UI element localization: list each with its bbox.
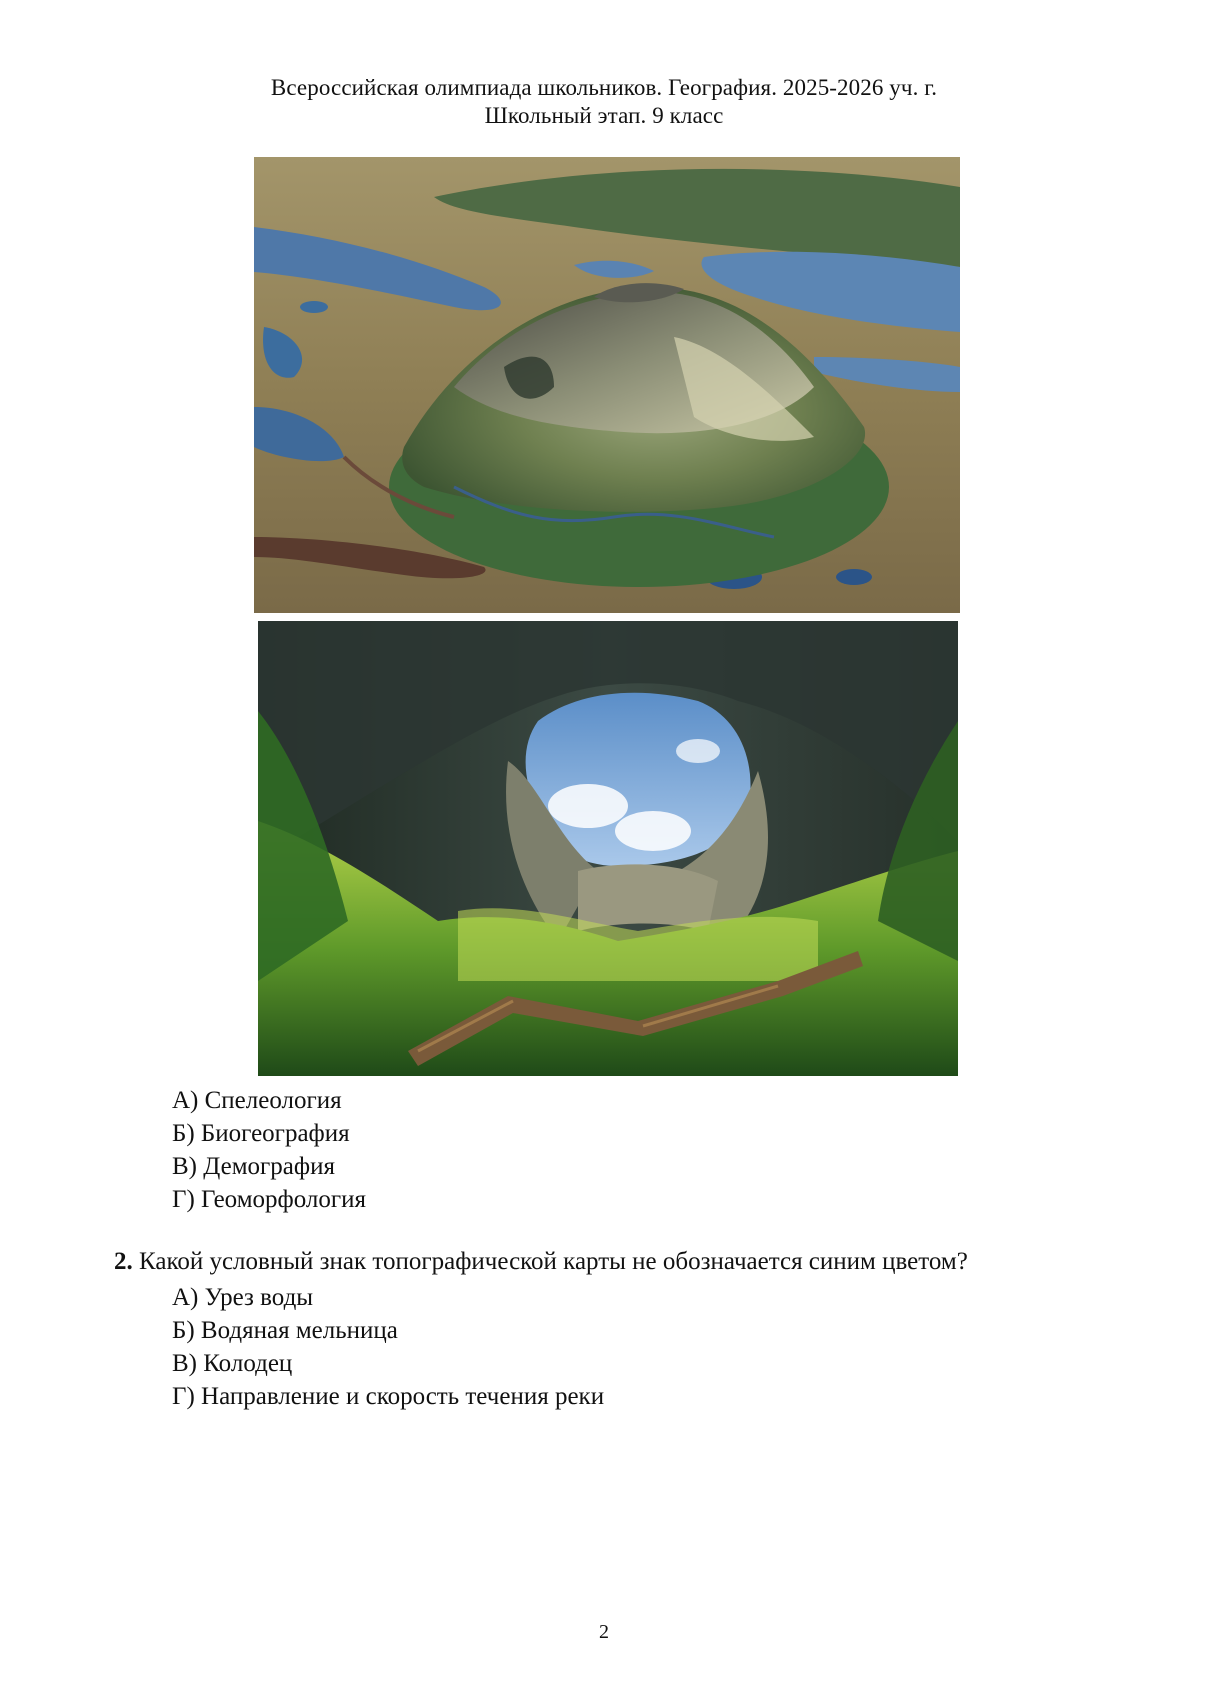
page-number: 2: [599, 1621, 609, 1643]
photo-tundra-mound: [254, 157, 960, 613]
q2-option-a: А) Урез воды: [172, 1284, 314, 1311]
header-line-1: Всероссийская олимпиада школьников. География. 2025-2026 уч. г.: [270, 75, 938, 100]
header-line-2: Школьный этап. 9 класс: [484, 103, 724, 128]
page-header: [0, 74, 1208, 130]
q1-option-a: А) Спелеология: [172, 1087, 342, 1114]
q2-option-d: Г) Направление и скорость течения реки: [172, 1383, 605, 1410]
q2-option-b: Б) Водяная мельница: [172, 1317, 398, 1344]
question-2-number: 2.: [114, 1248, 133, 1275]
question-2-text: Какой условный знак топографической карты не обозначается синим цветом?: [132, 1248, 968, 1275]
q1-option-b: Б) Биогеография: [172, 1120, 350, 1147]
q1-option-d: Г) Геоморфология: [172, 1186, 366, 1213]
question-1-options: [172, 1084, 366, 1216]
q1-option-c: В) Демография: [172, 1153, 335, 1180]
question-2-options: [172, 1281, 604, 1413]
question-2: [114, 1245, 968, 1278]
q2-option-c: В) Колодец: [172, 1350, 293, 1377]
photo-cave-sinkhole: [258, 621, 958, 1076]
